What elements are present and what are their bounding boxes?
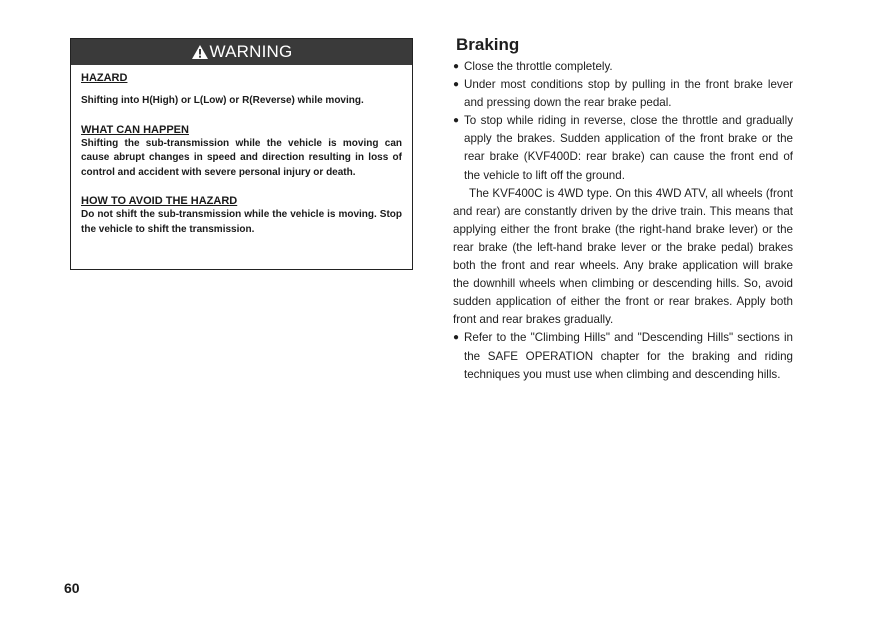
braking-bullet: [453, 329, 793, 383]
what-can-happen-text: Shifting the sub-transmission while the vehicle is moving can cause abrupt changes in speed and direction resulting in loss of control and accident with severe personal injury or death.: [81, 137, 402, 178]
braking-section: [453, 34, 793, 384]
braking-bullet: [453, 112, 793, 184]
warning-box: [70, 38, 413, 270]
warning-body: [71, 65, 412, 237]
hazard-title: HAZARD: [81, 72, 128, 84]
page-number: 60: [64, 580, 80, 596]
braking-bullet-text: To stop while riding in reverse, close the throttle and gradually apply the brakes. Sudden application of the front brake or the rear brake (KVF400D: rear brake) can cause the front end of the vehicle to lift off the ground.: [464, 114, 793, 182]
bullet-icon: ●: [453, 79, 460, 91]
braking-bullet-text: Refer to the "Climbing Hills" and "Descending Hills" sections in the SAFE OPERATION chapter for the braking and riding techniques you must use when climbing and descending hills.: [464, 331, 793, 381]
braking-bullet-text: Close the throttle completely.: [464, 60, 613, 73]
how-to-avoid-title: HOW TO AVOID THE HAZARD: [81, 195, 238, 207]
braking-bullet: [453, 76, 793, 112]
warning-header: [71, 39, 412, 65]
hazard-text: Shifting into H(High) or L(Low) or R(Reverse) while moving.: [81, 95, 364, 106]
bullet-icon: ●: [453, 332, 460, 344]
what-can-happen-title: WHAT CAN HAPPEN: [81, 123, 189, 136]
braking-title: Braking: [456, 35, 520, 54]
bullet-icon: ●: [453, 61, 460, 72]
braking-4wd-paragraph: The KVF400C is 4WD type. On this 4WD ATV, all wheels (front and rear) are constantly driven by the drive train. This means that applying either the front brake (the right-hand brake lever) or the rear brake (the left-hand brake lever or the brake pedal) brakes both the front and rear wheels. Any brake application will brake the downhill wheels when climbing or descending hills. So, avoid sudden application of either the front or rear brakes. Apply both front and rear brakes gradually.: [453, 186, 793, 327]
warning-header-label: WARNING: [209, 42, 293, 61]
warning-triangle-icon: [191, 44, 209, 60]
how-to-avoid-text: Do not shift the sub-transmission while the vehicle is moving. Stop the vehicle to shift the transmission.: [81, 209, 402, 235]
bullet-icon: ●: [453, 115, 460, 127]
braking-bullet: [453, 58, 793, 76]
braking-bullet-text: Under most conditions stop by pulling in the front brake lever and pressing down the rear brake pedal.: [464, 78, 793, 110]
